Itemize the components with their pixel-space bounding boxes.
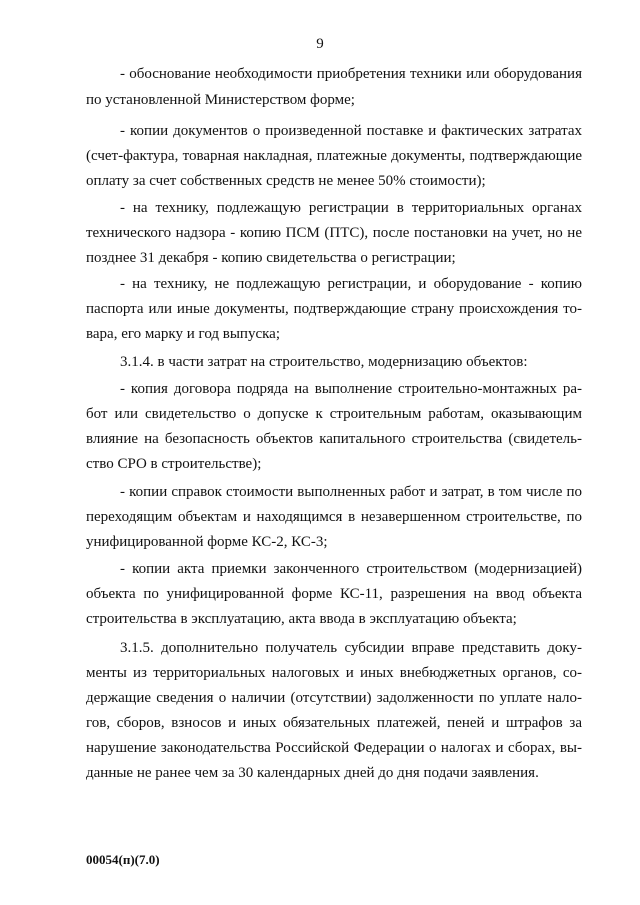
text-line: объекта по унифицированной форме КС-11, разрешения на ввод объекта [86, 586, 582, 602]
text-line: ство СРО в строительстве); [86, 456, 262, 472]
text-line: бот или свидетельство о допуске к строительным работам, оказывающим [86, 406, 582, 422]
text-line: нарушение законодательства Российской Федерации о налогах и сборах, вы- [86, 740, 582, 756]
text-line: технического надзора - копию ПСМ (ПТС), после постановки на учет, но не [86, 225, 582, 241]
text-line: позднее 31 декабря - копию свидетельства о регистрации; [86, 250, 456, 266]
text-line: вара, его марку и год выпуска; [86, 326, 280, 342]
text-line: держащие сведения о наличии (отсутствии) задолженности по уплате нало- [86, 690, 582, 706]
text-line: - на технику, не подлежащую регистрации, и оборудование - копию [120, 276, 582, 292]
text-line: - копия договора подряда на выполнение строительно-монтажных ра- [120, 381, 582, 397]
text-line: переходящим объектам и находящимся в незавершенном строительстве, по [86, 509, 582, 525]
page-number: 9 [316, 36, 324, 52]
text-line: паспорта или иные документы, подтверждающие страну происхождения то- [86, 301, 582, 317]
text-line: гов, сборов, взносов и иных обязательных платежей, пеней и штрафов за [86, 715, 582, 731]
text-line: менты из территориальных налоговых и иных внебюджетных органов, со- [86, 665, 582, 681]
text-line: строительства в эксплуатацию, акта ввода в эксплуатацию объекта; [86, 611, 517, 627]
text-line: (счет-фактура, товарная накладная, платежные документы, подтверждающие [86, 148, 582, 164]
text-line: данные не ранее чем за 30 календарных дней до дня подачи заявления. [86, 765, 539, 781]
text-line: - копии справок стоимости выполненных работ и затрат, в том числе по [120, 484, 582, 500]
section-heading-3-1-5: 3.1.5. дополнительно получатель субсидии вправе представить доку- [120, 640, 582, 656]
document-code-footer: 00054(п)(7.0) [86, 852, 160, 867]
text-line: влияние на безопасность объектов капитального строительства (свидетель- [86, 431, 582, 447]
text-line: унифицированной форме КС-2, КС-3; [86, 534, 328, 550]
text-line: по установленной Министерством форме; [86, 92, 355, 108]
text-line: - на технику, подлежащую регистрации в территориальных органах [120, 200, 582, 216]
text-line: - копии документов о произведенной поставке и фактических затратах [120, 123, 582, 139]
text-line: - копии акта приемки законченного строительством (модернизацией) [120, 561, 582, 577]
section-heading-3-1-4: 3.1.4. в части затрат на строительство, модернизацию объектов: [120, 354, 528, 370]
text-line: оплату за счет собственных средств не менее 50% стоимости); [86, 173, 486, 189]
text-line: - обоснование необходимости приобретения техники или оборудования [120, 66, 582, 82]
